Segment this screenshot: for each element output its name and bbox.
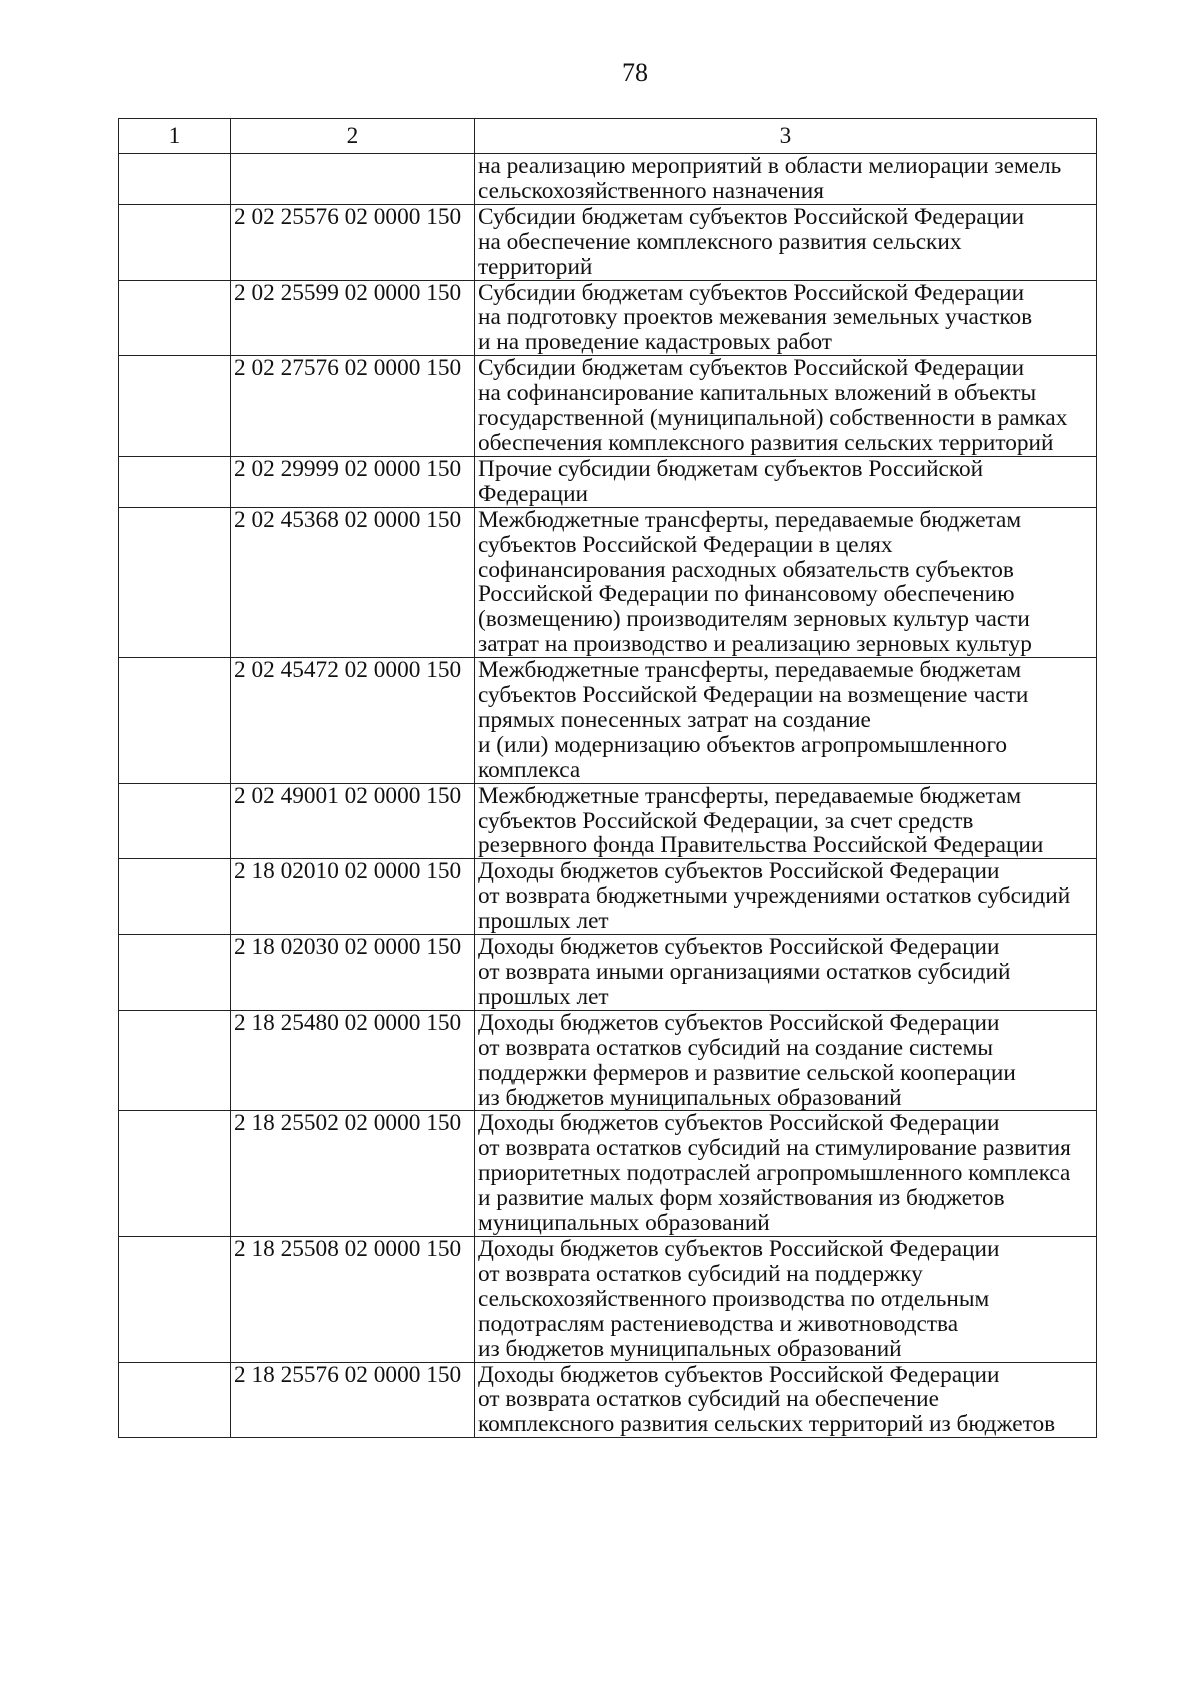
table-row bbox=[119, 1236, 1097, 1362]
description-line: сельскохозяйственного назначения bbox=[478, 177, 824, 204]
row-number-cell bbox=[119, 935, 231, 1011]
description-line: поддержки фермеров и развитие сельской кооперации bbox=[478, 1059, 1016, 1086]
description-line: от возврата остатков субсидий на стимулирование развития bbox=[478, 1135, 1071, 1162]
header-col-1: 1 bbox=[119, 119, 231, 154]
description-line: Доходы бюджетов субъектов Российской Федерации bbox=[478, 1361, 1000, 1388]
description-line: муниципальных образований bbox=[478, 1210, 770, 1237]
description-line: (возмещению) производителям зерновых культур части bbox=[478, 606, 1030, 633]
budget-code-cell: 2 02 45472 02 0000 150 bbox=[231, 658, 475, 784]
description-line: Доходы бюджетов субъектов Российской Федерации bbox=[478, 1235, 1000, 1262]
description-line: прямых понесенных затрат на создание bbox=[478, 706, 871, 733]
description-cell bbox=[475, 356, 1097, 457]
description-line: Прочие субсидии бюджетам субъектов Российской bbox=[478, 455, 984, 482]
budget-code-cell bbox=[231, 154, 475, 205]
description-cell bbox=[475, 204, 1097, 280]
description-line: из бюджетов муниципальных образований bbox=[478, 1335, 902, 1362]
description-line: Федерации bbox=[478, 480, 589, 507]
table-row bbox=[119, 1111, 1097, 1237]
row-number-cell bbox=[119, 280, 231, 356]
page-number: 78 bbox=[622, 58, 648, 87]
row-number-cell bbox=[119, 658, 231, 784]
budget-code-cell: 2 02 49001 02 0000 150 bbox=[231, 783, 475, 859]
table-row bbox=[119, 154, 1097, 205]
row-number-cell bbox=[119, 456, 231, 507]
description-line: Доходы бюджетов субъектов Российской Федерации bbox=[478, 1110, 1000, 1137]
description-cell bbox=[475, 1010, 1097, 1111]
description-line: от возврата остатков субсидий на создание системы bbox=[478, 1034, 994, 1061]
budget-code-cell: 2 02 25576 02 0000 150 bbox=[231, 204, 475, 280]
description-line: от возврата бюджетными учреждениями остатков субсидий bbox=[478, 883, 1071, 910]
description-line: и (или) модернизацию объектов агропромышленного bbox=[478, 731, 1008, 758]
row-number-cell bbox=[119, 1010, 231, 1111]
row-number-cell bbox=[119, 1362, 231, 1438]
header-col-2: 2 bbox=[231, 119, 475, 154]
row-number-cell bbox=[119, 154, 231, 205]
table-row bbox=[119, 935, 1097, 1011]
description-line: от возврата остатков субсидий на обеспечение bbox=[478, 1386, 939, 1413]
description-cell bbox=[475, 456, 1097, 507]
table-row bbox=[119, 280, 1097, 356]
description-line: государственной (муниципальной) собственности в рамках bbox=[478, 405, 1068, 432]
description-cell bbox=[475, 935, 1097, 1011]
description-line: прошлых лет bbox=[478, 908, 609, 935]
table-row bbox=[119, 783, 1097, 859]
budget-code-cell: 2 18 25576 02 0000 150 bbox=[231, 1362, 475, 1438]
description-cell bbox=[475, 507, 1097, 657]
table-row bbox=[119, 1362, 1097, 1438]
description-cell bbox=[475, 154, 1097, 205]
budget-code-cell: 2 02 29999 02 0000 150 bbox=[231, 456, 475, 507]
description-cell bbox=[475, 280, 1097, 356]
table-header-row bbox=[119, 119, 1097, 154]
description-line: Межбюджетные трансферты, передаваемые бюджетам bbox=[478, 657, 1022, 684]
description-line: комплексного развития сельских территорий из бюджетов bbox=[478, 1411, 1056, 1438]
description-line: Субсидии бюджетам субъектов Российской Федерации bbox=[478, 279, 1025, 306]
description-cell bbox=[475, 859, 1097, 935]
description-line: субъектов Российской Федерации в целях bbox=[478, 531, 893, 558]
budget-code-cell: 2 18 02010 02 0000 150 bbox=[231, 859, 475, 935]
row-number-cell bbox=[119, 507, 231, 657]
table-row bbox=[119, 507, 1097, 657]
header-col-3: 3 bbox=[475, 119, 1097, 154]
description-line: Субсидии бюджетам субъектов Российской Федерации bbox=[478, 203, 1025, 230]
description-line: и развитие малых форм хозяйствования из бюджетов bbox=[478, 1185, 1005, 1212]
description-cell bbox=[475, 1111, 1097, 1237]
description-line: на софинансирование капитальных вложений в объекты bbox=[478, 380, 1037, 407]
description-line: Доходы бюджетов субъектов Российской Федерации bbox=[478, 1009, 1000, 1036]
description-line: на подготовку проектов межевания земельных участков bbox=[478, 304, 1033, 331]
description-line: из бюджетов муниципальных образований bbox=[478, 1084, 902, 1111]
description-line: комплекса bbox=[478, 756, 581, 783]
description-cell bbox=[475, 658, 1097, 784]
description-line: от возврата иными организациями остатков субсидий bbox=[478, 959, 1011, 985]
description-line: и на проведение кадастровых работ bbox=[478, 329, 832, 356]
budget-code-cell: 2 02 25599 02 0000 150 bbox=[231, 280, 475, 356]
budget-codes-table bbox=[118, 118, 1097, 1438]
table-header bbox=[119, 119, 1097, 154]
description-line: от возврата остатков субсидий на поддержку bbox=[478, 1260, 923, 1287]
budget-code-cell: 2 18 02030 02 0000 150 bbox=[231, 935, 475, 1011]
description-cell bbox=[475, 783, 1097, 859]
table-row bbox=[119, 456, 1097, 507]
table-row bbox=[119, 859, 1097, 935]
description-line: Доходы бюджетов субъектов Российской Федерации bbox=[478, 858, 1000, 885]
description-line: софинансирования расходных обязательств субъектов bbox=[478, 556, 1014, 583]
row-number-cell bbox=[119, 859, 231, 935]
description-line: на обеспечение комплексного развития сельских bbox=[478, 228, 962, 255]
description-line: резервного фонда Правительства Российской Федерации bbox=[478, 832, 1044, 859]
budget-code-cell: 2 18 25480 02 0000 150 bbox=[231, 1010, 475, 1111]
description-line: приоритетных подотраслей агропромышленного комплекса bbox=[478, 1160, 1071, 1187]
budget-code-cell: 2 02 27576 02 0000 150 bbox=[231, 356, 475, 457]
description-line: на реализацию мероприятий в области мелиорации земель bbox=[478, 153, 1062, 179]
description-line: территорий bbox=[478, 253, 593, 280]
table-row bbox=[119, 204, 1097, 280]
row-number-cell bbox=[119, 356, 231, 457]
row-number-cell bbox=[119, 783, 231, 859]
budget-code-cell: 2 18 25502 02 0000 150 bbox=[231, 1111, 475, 1237]
description-line: обеспечения комплексного развития сельских территорий bbox=[478, 429, 1054, 456]
table-row bbox=[119, 356, 1097, 457]
description-line: затрат на производство и реализацию зерновых культур bbox=[478, 631, 1032, 658]
description-line: Межбюджетные трансферты, передаваемые бюджетам bbox=[478, 506, 1022, 533]
table-row bbox=[119, 1010, 1097, 1111]
table-row bbox=[119, 658, 1097, 784]
budget-code-cell: 2 18 25508 02 0000 150 bbox=[231, 1236, 475, 1362]
budget-code-cell: 2 02 45368 02 0000 150 bbox=[231, 507, 475, 657]
description-line: Субсидии бюджетам субъектов Российской Федерации bbox=[478, 355, 1025, 382]
description-line: субъектов Российской Федерации, за счет средств bbox=[478, 807, 974, 834]
row-number-cell bbox=[119, 204, 231, 280]
row-number-cell bbox=[119, 1111, 231, 1237]
description-line: субъектов Российской Федерации на возмещение части bbox=[478, 682, 1029, 709]
description-line: сельскохозяйственного производства по отдельным bbox=[478, 1285, 990, 1312]
description-line: Российской Федерации по финансовому обеспечению bbox=[478, 581, 1015, 608]
description-line: прошлых лет bbox=[478, 983, 609, 1010]
description-line: Межбюджетные трансферты, передаваемые бюджетам bbox=[478, 782, 1022, 809]
description-line: Доходы бюджетов субъектов Российской Федерации bbox=[478, 934, 1000, 961]
description-cell bbox=[475, 1362, 1097, 1438]
description-line: подотраслям растениеводства и животноводства bbox=[478, 1310, 959, 1337]
table-body bbox=[119, 154, 1097, 1438]
row-number-cell bbox=[119, 1236, 231, 1362]
description-cell bbox=[475, 1236, 1097, 1362]
